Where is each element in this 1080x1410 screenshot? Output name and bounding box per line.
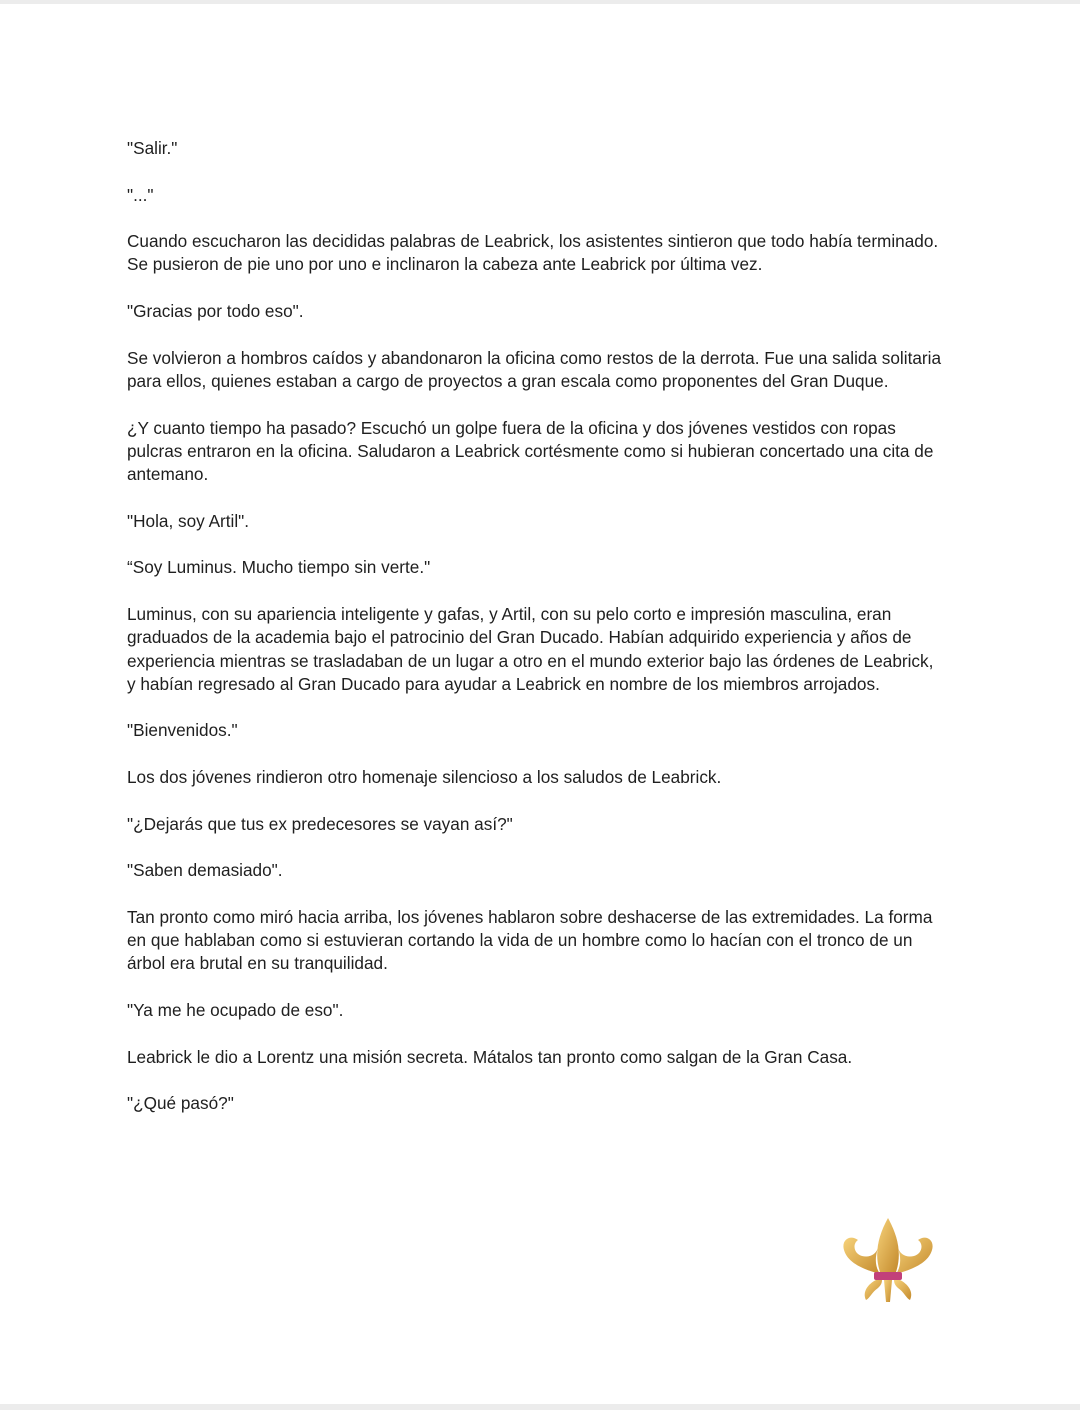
paragraph: "Bienvenidos." bbox=[127, 720, 238, 741]
paragraph: Leabrick le dio a Lorentz una misión secreta. Mátalos tan pronto como salgan de la Gran Casa. bbox=[127, 1046, 853, 1067]
paragraph: "Salir." bbox=[127, 138, 178, 158]
document-body bbox=[127, 137, 942, 1139]
paragraph: Tan pronto como miró hacia arriba, los jóvenes hablaron sobre deshacerse de las extremidades. La forma en que hablaban como si estuvieran cortando la vida de un hombre como lo hacían con el tronco de un árbol era brutal en su tranquilidad. bbox=[127, 906, 933, 974]
paragraph: Luminus, con su apariencia inteligente y gafas, y Artil, con su pelo corto e impresión masculina, eran graduados de la academia bajo el patrocinio del Gran Ducado. Habían adquirido experiencia y años de experiencia mientras se trasladaban de un lugar a otro en el mundo exterior bajo las órdenes de Leabrick, y habían regresado al Gran Ducado para ayudar a Leabrick en nombre de los miembros arrojados. bbox=[127, 603, 934, 694]
paragraph: "..." bbox=[127, 184, 154, 205]
paragraph: "Gracias por todo eso". bbox=[127, 301, 304, 322]
document-page bbox=[0, 4, 1080, 1404]
watermark-logo bbox=[836, 1214, 940, 1336]
fleur-de-lis-icon bbox=[836, 1214, 940, 1336]
paragraph: "¿Qué pasó?" bbox=[127, 1093, 234, 1114]
paragraph: "¿Dejarás que tus ex predecesores se vayan así?" bbox=[127, 813, 513, 834]
paragraph: Los dos jóvenes rindieron otro homenaje silencioso a los saludos de Leabrick. bbox=[127, 767, 722, 788]
paragraph: "Ya me he ocupado de eso". bbox=[127, 999, 344, 1020]
paragraph: ¿Y cuanto tiempo ha pasado? Escuchó un golpe fuera de la oficina y dos jóvenes vestidos con ropas pulcras entraron en la oficina. Saludaron a Leabrick cortésmente como si hubieran concertado una cita de antemano. bbox=[127, 417, 934, 485]
paragraph: Cuando escucharon las decididas palabras de Leabrick, los asistentes sintieron que todo había terminado. Se pusieron de pie uno por uno e inclinaron la cabeza ante Leabrick por última vez. bbox=[127, 231, 939, 275]
paragraph: "Hola, soy Artil". bbox=[127, 510, 250, 531]
paragraph: “Soy Luminus. Mucho tiempo sin verte." bbox=[127, 557, 431, 578]
paragraph: "Saben demasiado". bbox=[127, 860, 283, 881]
paragraph: Se volvieron a hombros caídos y abandonaron la oficina como restos de la derrota. Fue una salida solitaria para ellos, quienes estaban a cargo de proyectos a gran escala como proponentes del Gran Duque. bbox=[127, 347, 942, 391]
